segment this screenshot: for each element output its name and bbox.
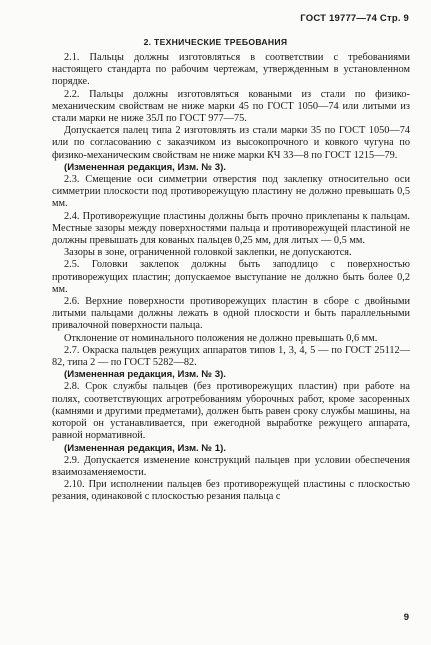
- paragraph-2-4-addendum: Зазоры в зоне, ограниченной головкой заклепки, не допускаются.: [64, 247, 352, 259]
- revision-note: (Измененная редакция, Изм. № 1).: [64, 442, 226, 454]
- revision-note: (Измененная редакция, Изм. № 3).: [64, 161, 226, 173]
- paragraph-2-4: 2.4. Противорежущие пластины должны быть прочно приклепаны к пальцам. Местные зазоры между поверхностями пальца и противорежущей пластиной не должны превышать для кованых пальцев 0,25 мм, для литых — 0,5 мм.: [52, 210, 410, 247]
- paragraph-2-8: 2.8. Срок службы пальцев (без противорежущих пластин) при работе на полях, соответствующих агротребованиям уборочных работ, кроме засоренных (камнями и другими предметами), должен быть равен сроку службы машины, на которой он устанавливается, при ежегодной выработке режущего аппарата, равной нормативной.: [52, 381, 410, 442]
- paragraph-2-7: 2.7. Окраска пальцев режущих аппаратов типов 1, 3, 4, 5 — по ГОСТ 25112—82, типа 2 — по ГОСТ 5282—82.: [52, 344, 410, 369]
- paragraph-2-9: 2.9. Допускается изменение конструкций пальцев при условии обеспечения взаимозаменяемости.: [52, 454, 410, 478]
- paragraph-2-6-addendum: Отклонение от номинального положения не должно превышать 0,6 мм.: [64, 332, 378, 344]
- paragraph-2-2: 2.2. Пальцы должны изготовляться коваными из стали по физико-механическим свойствам не ниже марки 45 по ГОСТ 1050—74 или литыми из стали марки не ниже 35Л по ГОСТ 977—75.: [52, 88, 410, 125]
- paragraph-2-2-addendum: Допускается палец типа 2 изготовлять из стали марки 35 по ГОСТ 1050—74 или по согласованию с заказчиком из высокопрочного и ковкого чугуна по физико-механическим свойствам не ниже марки КЧ 33—8 по ГОСТ 1215—79.: [52, 125, 410, 161]
- paragraph-2-1: 2.1. Пальцы должны изготовляться в соответствии с требованиями настоящего стандарта по рабочим чертежам, утвержденным в установленном порядке.: [52, 52, 410, 88]
- body-text: [52, 52, 410, 504]
- page-number: 9: [403, 612, 409, 623]
- paragraph-2-5: 2.5. Головки заклепок должны быть заподлицо с поверхностью противорежущих пластин; допускаемое выступание не должно быть более 0,2 мм.: [52, 259, 410, 295]
- section-title: 2. ТЕХНИЧЕСКИЕ ТРЕБОВАНИЯ: [143, 37, 288, 47]
- revision-note: (Измененная редакция, Изм. № 3).: [64, 369, 226, 381]
- paragraph-2-6: 2.6. Верхние поверхности противорежущих пластин в сборе с двойными литыми пальцами должны лежать в одной плоскости и быть параллельными привалочной поверхности пальца.: [52, 296, 410, 332]
- paragraph-2-3: 2.3. Смещение оси симметрии отверстия под заклепку относительно оси симметрии плоскости под противорежущую пластину не должно превышать 0,5 мм.: [52, 174, 410, 210]
- running-head: ГОСТ 19777—74 Стр. 9: [300, 13, 409, 24]
- paragraph-2-10: 2.10. При исполнении пальцев без противорежущей пластины с плоскостью резания, одинаковой с плоскостью резания пальца с: [52, 479, 410, 503]
